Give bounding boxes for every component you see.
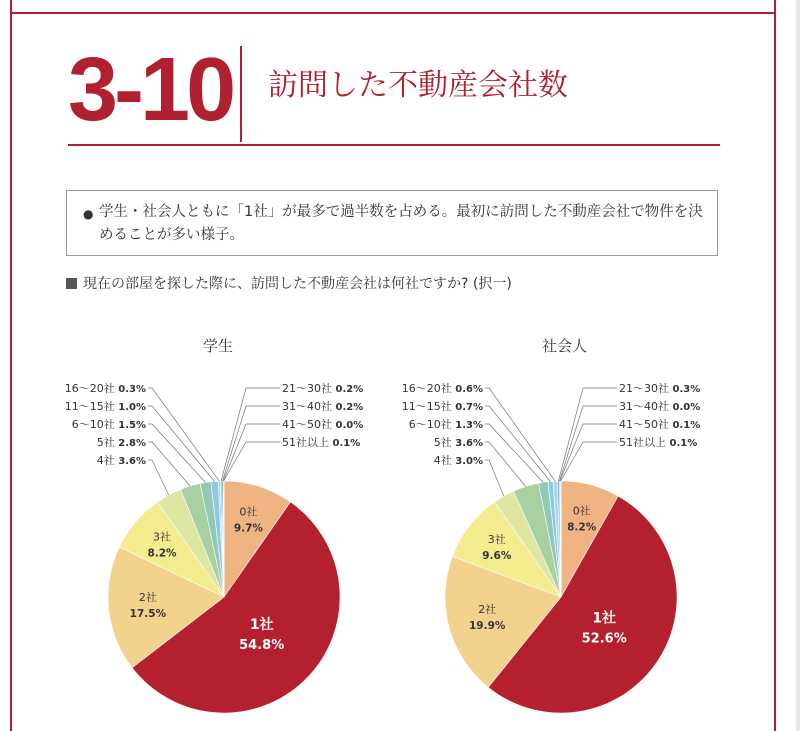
question-text: 現在の部屋を探した際に、訪問した不動産会社は何社ですか? (択一) <box>83 276 512 292</box>
callout-label: 5社 2.8% <box>96 436 146 449</box>
callout-value-text: 0.6% <box>455 384 483 395</box>
leader-line <box>485 406 550 482</box>
leader-line <box>561 442 617 481</box>
slice-value-label: 17.5% <box>129 608 167 621</box>
callout-value-text: 0.2% <box>335 402 364 413</box>
slice-label: 3社 <box>487 533 506 547</box>
page-title: 訪問した不動産会社数 <box>268 68 568 103</box>
slice-label: 1社 <box>592 610 617 627</box>
callout-label: 31〜40社 0.0% <box>619 400 701 413</box>
callout-value-text: 3.0% <box>455 456 483 467</box>
slice-value-label: 54.8% <box>239 638 285 654</box>
leader-line <box>223 424 280 481</box>
callout-value-text: 0.0% <box>672 402 701 413</box>
callout-label: 6〜10社 1.5% <box>71 418 146 431</box>
slice-label: 2社 <box>478 603 497 617</box>
callout-value-text: 0.3% <box>118 384 146 395</box>
callout-label: 41〜50社 0.0% <box>282 418 364 431</box>
callout-label: 16〜20社 0.6% <box>401 382 483 395</box>
slice-value-label: 8.2% <box>567 521 597 534</box>
leader-line <box>148 424 206 483</box>
callout-value-text: 0.3% <box>672 384 701 395</box>
leader-line <box>148 406 215 481</box>
leader-line <box>148 388 219 481</box>
slice-value-label: 9.7% <box>233 522 263 535</box>
leader-line <box>224 442 280 481</box>
slice-label: 0社 <box>572 504 591 518</box>
callout-value-text: 1.3% <box>455 420 483 431</box>
slice-value-label: 19.9% <box>468 620 506 633</box>
leader-line <box>221 388 280 481</box>
leader-line <box>485 460 504 496</box>
callout-label: 21〜30社 0.3% <box>619 382 701 395</box>
callout-value-text: 0.2% <box>335 384 364 395</box>
callout-value-text: 0.1% <box>332 438 361 449</box>
callout-value-text: 1.5% <box>118 420 146 431</box>
leader-line <box>485 424 543 482</box>
callout-label: 6〜10社 1.3% <box>408 418 483 431</box>
slice-label: 2社 <box>138 591 157 605</box>
summary-text: 学生・社会人ともに「1社」が最多で過半数を占める。最初に訪問した不動産会社で物件を決めることが多い様子。 <box>99 204 703 243</box>
callout-value-text: 1.0% <box>118 402 146 413</box>
callout-label: 51社以上 0.1% <box>619 436 698 449</box>
callout-value-text: 3.6% <box>455 438 483 449</box>
callout-label: 4社 3.6% <box>96 454 146 467</box>
chart-title-workers: 社会人 <box>542 337 588 355</box>
leader-line <box>558 388 617 481</box>
slice-value-label: 8.2% <box>147 547 177 560</box>
callout-value-text: 0.1% <box>669 438 698 449</box>
leader-line <box>148 460 169 495</box>
callout-value-text: 2.8% <box>118 438 146 449</box>
leader-line <box>148 442 190 486</box>
chart-title-students: 学生 <box>203 337 234 355</box>
callout-label: 11〜15社 0.7% <box>401 400 483 413</box>
callout-label: 31〜40社 0.2% <box>282 400 364 413</box>
callout-label: 4社 3.0% <box>433 454 483 467</box>
slice-label: 0社 <box>239 505 258 519</box>
callout-label: 51社以上 0.1% <box>282 436 361 449</box>
callout-label: 5社 3.6% <box>433 436 483 449</box>
callout-label: 21〜30社 0.2% <box>282 382 364 395</box>
callout-label: 41〜50社 0.1% <box>619 418 701 431</box>
slice-label: 1社 <box>249 617 274 634</box>
callout-value-text: 0.7% <box>455 402 483 413</box>
callout-value-text: 0.1% <box>672 420 701 431</box>
leader-line <box>485 388 555 481</box>
slice-label: 3社 <box>153 530 171 544</box>
callout-value-text: 0.0% <box>335 420 364 431</box>
callout-label: 11〜15社 1.0% <box>64 400 146 413</box>
callout-value-text: 3.6% <box>118 456 146 467</box>
bullet-icon: ● <box>83 207 94 221</box>
section-number: 3-10 <box>68 40 233 140</box>
slice-value-label: 9.6% <box>482 550 512 563</box>
callout-label: 16〜20社 0.3% <box>64 382 146 395</box>
slice-value-label: 52.6% <box>581 631 627 647</box>
